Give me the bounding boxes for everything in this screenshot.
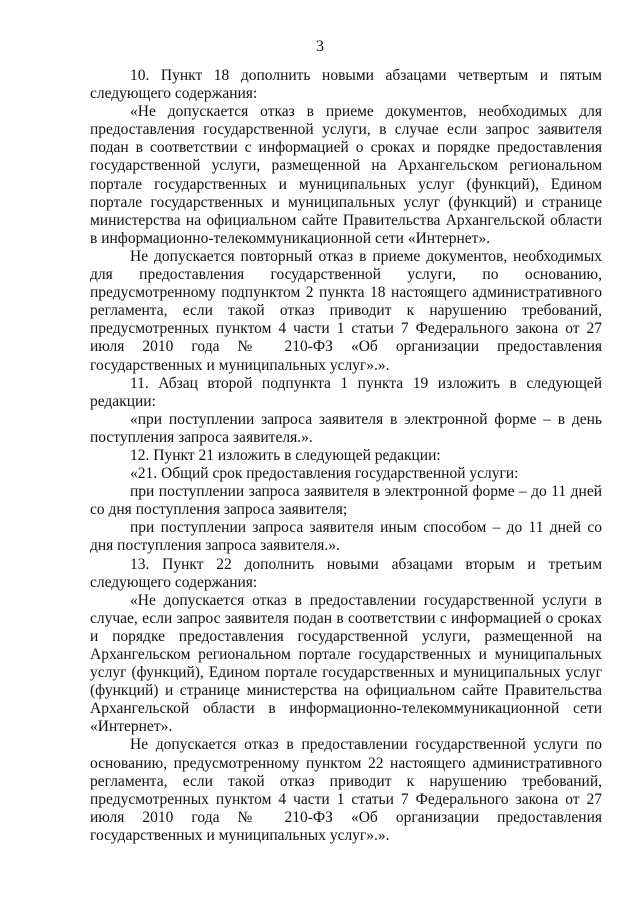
paragraph-repeat-refusal: Не допускается повторный отказ в приеме документов, необходимых для предоставления государственной услуги, по основанию, предусмотренному подпунктом 2 пункта 18 настоящего административного регламента, если такой отказ приводит к нарушению требований, предусмотренных пунктом 4 части 1 статьи 7 Федерального закона от 27 июля 2010 года № 210-ФЗ «Об организации предоставления государственных и муниципальных услуг».». (90, 247, 602, 374)
page-number: 3 (316, 38, 324, 55)
paragraph-refusal-service-basis: Не допускается отказ в предоставлении государственной услуги по основанию, предусмотренному пунктом 22 настоящего административного регламента, если такой отказ приводит к нарушению требований, предусмотренных пунктом 4 части 1 статьи 7 Федерального закона от 27 июля 2010 года № 210-ФЗ «Об организации предоставления государственных и муниципальных услуг».». (90, 736, 602, 844)
paragraph-term-electronic: при поступлении запроса заявителя в электронной форме – до 11 дней со дня поступления запроса заявителя; (90, 483, 602, 519)
document-body (90, 67, 602, 845)
paragraph-item-11-intro: 11. Абзац второй подпункта 1 пункта 19 изложить в следующей редакции: (90, 374, 602, 410)
paragraph-quote-refusal-service: «Не допускается отказ в предоставлении государственной услуги в случае, если запрос заявителя подан в соответствии с информацией о сроках и порядке предоставления государственной услуги, размещенной на Архангельском региональном портале государственных и муниципальных услуг (функций), Едином портале государственных и муниципальных услуг (функций) и странице министерства на официальном сайте Правительства Архангельской области в информационно-телекоммуникационной сети «Интернет». (90, 591, 602, 736)
paragraph-term-other-method: при поступлении запроса заявителя иным способом – до 11 дней со дня поступления запроса заявителя.». (90, 519, 602, 555)
paragraph-item-12-intro: 12. Пункт 21 изложить в следующей редакции: (130, 446, 441, 464)
paragraph-item-10-intro: 10. Пункт 18 дополнить новыми абзацами четвертым и пятым следующего содержания: (90, 67, 602, 103)
paragraph-item-21-total-term: «21. Общий срок предоставления государственной услуги: (130, 465, 519, 483)
paragraph-item-13-intro: 13. Пункт 22 дополнить новыми абзацами вторым и третьим следующего содержания: (90, 555, 602, 591)
paragraph-quote-refusal-documents: «Не допускается отказ в приеме документов, необходимых для предоставления государственной услуги, в случае если запрос заявителя подан в соответствии с информацией о сроках и порядке предоставления государственной услуги, размещенной на Архангельском региональном портале государственных и муниципальных услуг (функций), Едином портале государственных и муниципальных услуг (функций) и странице министерства на официальном сайте Правительства Архангельской области в информационно-телекоммуникационной сети «Интернет». (90, 103, 602, 247)
paragraph-quote-electronic-form: «при поступлении запроса заявителя в электронной форме – в день поступления запроса заявителя.». (90, 410, 602, 446)
